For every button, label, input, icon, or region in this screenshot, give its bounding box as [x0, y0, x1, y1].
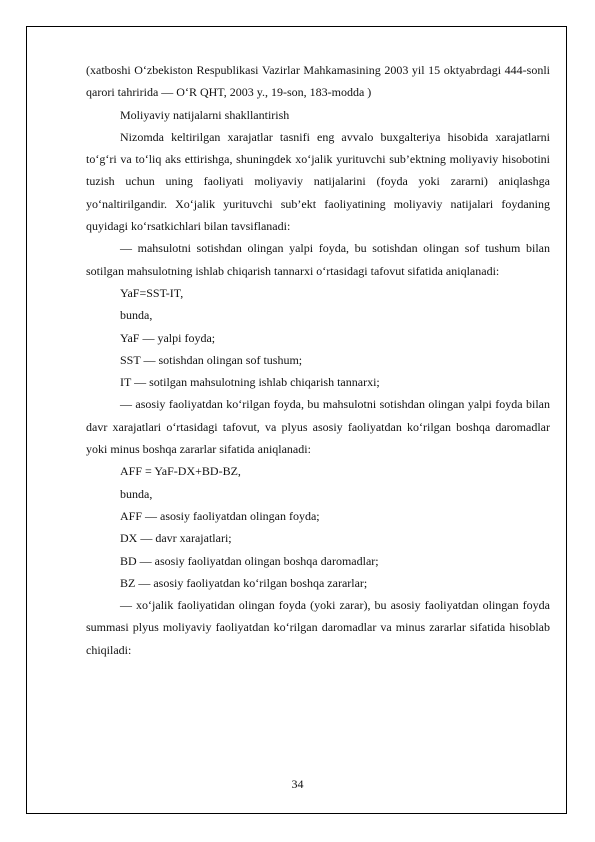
list-item-gross-profit: — mahsulotni sotishdan olingan yalpi foyda, bu sotishdan olingan sof tushum bilan sotilgan mahsulotning ishlab chiqarish tannarxi o‘rtasidagi tafovut sifatida aniqlanadi: — [86, 241, 550, 278]
section-heading: Moliyaviy natijalarni shakllantirish — [120, 107, 290, 122]
definition-line: SST — sotishdan olingan sof tushum; — [120, 352, 303, 367]
list-item-business-profit: — xo‘jalik faoliyatidan olingan foyda (yoki zarar), bu asosiy faoliyatdan olingan foyda summasi plyus moliyaviy faoliyatdan ko‘rilgan daromadlar va minus zararlar sifatida hisoblab chiqiladi: — [86, 598, 550, 657]
definition-line: BZ — asosiy faoliyatdan ko‘rilgan boshqa zararlar; — [120, 575, 368, 590]
note-paragraph: (xatboshi O‘zbekiston Respublikasi Vazirlar Mahkamasining 2003 yil 15 oktyabrdagi 444-sonli qarori tahririda — O‘R QHT, 2003 y., 19-son, 183-modda ) — [86, 63, 550, 100]
definition-line: YaF — yalpi foyda; — [120, 330, 216, 345]
definition-line: BD — asosiy faoliyatdan olingan boshqa daromadlar; — [120, 553, 379, 568]
formula-gross-profit: YaF=SST-IT, — [120, 285, 184, 300]
document-body — [86, 59, 550, 661]
formula-operating-profit: AFF = YaF-DX+BD-BZ, — [120, 464, 241, 479]
definition-line: DX — davr xarajatlari; — [120, 531, 232, 546]
definition-line: IT — sotilgan mahsulotning ishlab chiqarish tannarxi; — [120, 375, 380, 390]
definition-line: AFF — asosiy faoliyatdan olingan foyda; — [120, 508, 320, 523]
page-number: 34 — [291, 777, 304, 791]
where-label: bunda, — [120, 308, 153, 323]
list-item-operating-profit: — asosiy faoliyatdan ko‘rilgan foyda, bu mahsulotni sotishdan olingan yalpi foyda bilan davr xarajatlari o‘rtasidagi tafovut, va plyus asosiy faoliyatdan ko‘rilgan boshqa daromadlar yoki minus boshqa zararlar sifatida aniqlanadi: — [86, 397, 550, 457]
where-label: bunda, — [120, 486, 153, 501]
body-paragraph: Nizomda keltirilgan xarajatlar tasnifi eng avvalo buxgalteriya hisobida xarajatlarni to‘g‘ri va to‘liq aks ettirishga, shuningdek xo‘jalik yurituvchi sub’ektning moliyaviy hisobotini tuzish uchun uning faoliyati moliyaviy natijalarini (foyda yoki zararni) aniqlashga yo‘naltirilgandir. Xo‘jalik yurituvchi sub’ekt faoliyatining moliyaviy natijalari foydaning quyidagi ko‘rsatkichlari bilan tavsiflanadi: — [86, 129, 550, 234]
